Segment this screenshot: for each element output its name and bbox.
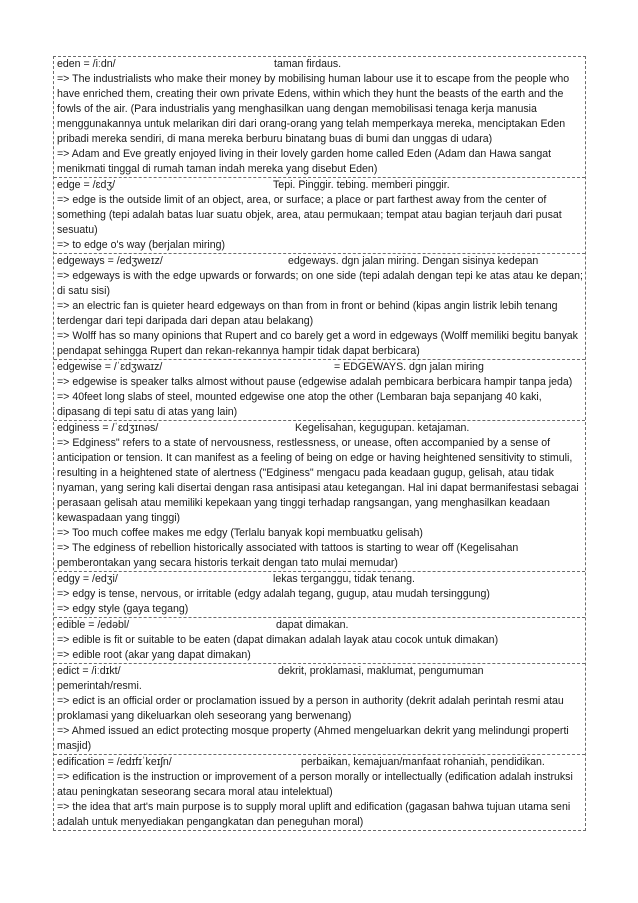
entry-header (57, 572, 583, 587)
entry-text: => Adam and Eve greatly enjoyed living in their lovely garden home called Eden (Adam dan Hawa sangat menikmati tinggal di rumah taman indah mereka yang disebut Eden) (57, 148, 552, 175)
entry-text: => to edge o's way (berjalan miring) (57, 239, 226, 251)
entry-text: => The industrialists who make their money by mobilising human labour use it to escape from the people who have enriched them, creating their own private Edens, within which they hunt the beasts of the earth and the fowls of the air. (Para industrialis yang menghasilkan uang dengan memobilisasi tenaga kerja manusia menggunakannya untuk melarikan diri dari orang-orang yang telah memperkaya mereka, menciptakan Eden pribadi mereka sendiri, di mana mereka berburu binatang buas di bumi dan unggas di udara) (57, 73, 570, 145)
entry-gloss: = EDGEWAYS. dgn jalan miring (334, 361, 484, 373)
entry-text: => edible is fit or suitable to be eaten (dapat dimakan adalah layak atau cocok untuk dimakan) (57, 634, 499, 646)
entry-term: eden = /iːdn/ (57, 58, 116, 70)
entry-gloss: lekas terganggu, tidak tenang. (273, 573, 415, 585)
entry-term: edible = /edəbl/ (57, 619, 130, 631)
entry-edict (54, 664, 585, 755)
entry-edible (54, 618, 585, 664)
entry-text: => Edginess" refers to a state of nervousness, restlessness, or unease, often accompanied by a sense of anticipation or tension. It can manifest as a feeling of being on edge or having heightened sensitivity to stimuli, resulting in a heightened state of alertness ("Edginess" mengacu pada keadaan gugup, gelisah, atau tidak nyaman, yang sering kali disertai dengan rasa antisipasi atau ketegangan. Hal ini dapat bermanifestasi sebagai perasaan gelisah atau memiliki kepekaan yang tinggi terhadap rangsangan, yang menghasilkan keadaan kewaspadaan yang tinggi) (57, 437, 579, 524)
entry-edgy (54, 572, 585, 618)
entry-header (57, 254, 583, 269)
entry-gloss: dekrit, proklamasi, maklumat, pengumuman (278, 665, 484, 677)
entry-text: => an electric fan is quieter heard edgeways on than from in front or behind (kipas angin listrik lebih tenang terdengar dari tepi daripada dari depan atau belakang) (57, 300, 558, 327)
entry-eden (54, 57, 585, 178)
entry-text: => edgy style (gaya tegang) (57, 603, 189, 615)
entry-edification (54, 755, 585, 830)
entry-text: => edgy is tense, nervous, or irritable (edgy adalah tegang, gugup, atau mudah tersinggung) (57, 588, 490, 600)
entry-edge (54, 178, 585, 254)
entry-term: edgeways = /edʒweɪz/ (57, 255, 163, 267)
entry-text: pemerintah/resmi. (57, 680, 142, 692)
entry-term: edification = /edɪfɪˈkeɪʃn/ (57, 756, 172, 768)
entry-gloss: Kegelisahan, kegugupan. ketajaman. (295, 422, 470, 434)
entry-header (57, 178, 583, 193)
entry-term: edge = /ɛdʒ/ (57, 179, 116, 191)
entry-text: => Too much coffee makes me edgy (Terlalu banyak kopi membuatku gelisah) (57, 527, 423, 539)
entry-header (57, 360, 583, 375)
entry-text: => Ahmed issued an edict protecting mosque property (Ahmed mengeluarkan dekrit yang melindungi properti masjid) (57, 725, 569, 752)
glossary-document (53, 56, 586, 831)
entry-edgewise (54, 360, 585, 421)
entry-term: edgewise = /ˈɛdʒwaɪz/ (57, 361, 163, 373)
entry-text: => Wolff has so many opinions that Rupert and co barely get a word in edgeways (Wolff memiliki begitu banyak pendapat sehingga Rupert dan rekan-rekannya hampir tidak dapat berbicara) (57, 330, 578, 357)
entry-header (57, 618, 583, 633)
entry-text: => edgewise is speaker talks almost without pause (edgewise adalah pembicara berbicara hampir tanpa jeda) (57, 376, 573, 388)
entry-text: => the idea that art's main purpose is to supply moral uplift and edification (gagasan bahwa tujuan utama seni adalah untuk menyediakan pengangkatan dan peneguhan moral) (57, 801, 571, 828)
entry-term: edict = /iːdɪkt/ (57, 665, 121, 677)
entry-text: => edgeways is with the edge upwards or forwards; on one side (tepi adalah dengan tepi ke atas atau ke depan; di satu sisi) (57, 270, 583, 297)
entry-term: edgy = /edʒi/ (57, 573, 118, 585)
entry-term: edginess = /ˈɛdʒɪnəs/ (57, 422, 159, 434)
entry-edgeways (54, 254, 585, 360)
entry-text: => edible root (akar yang dapat dimakan) (57, 649, 251, 661)
entry-edginess (54, 421, 585, 572)
entry-text: => edict is an official order or proclamation issued by a person in authority (dekrit adalah perintah resmi atau proklamasi yang dikeluarkan oleh seseorang yang berwenang) (57, 695, 564, 722)
entry-gloss: taman firdaus. (274, 58, 342, 70)
entry-gloss: perbaikan, kemajuan/manfaat rohaniah, pendidikan. (301, 756, 545, 768)
entry-header (57, 57, 583, 72)
entry-header (57, 421, 583, 436)
entry-gloss: dapat dimakan. (276, 619, 349, 631)
entry-text: => The edginess of rebellion historically associated with tattoos is starting to wear off (Kegelisahan pemberontakan yang secara historis terkait dengan tato mulai memudar) (57, 542, 519, 569)
entry-text: => 40feet long slabs of steel, mounted edgewise one atop the other (Lembaran baja sepanjang 40 kaki, dipasang di tepi satu di atas yang lain) (57, 391, 542, 418)
entry-text: => edification is the instruction or improvement of a person morally or intellectually (edification adalah instruksi atau peningkatan seseorang secara moral atau intelektual) (57, 771, 573, 798)
entry-gloss: Tepi. Pinggir. tebing. memberi pinggir. (273, 179, 450, 191)
entry-header (57, 664, 583, 679)
entry-header (57, 755, 583, 770)
entry-gloss: edgeways. dgn jalan miring. Dengan sisinya kedepan (288, 255, 539, 267)
entry-text: => edge is the outside limit of an object, area, or surface; a place or part farthest away from the center of something (tepi adalah batas luar suatu objek, area, atau permukaan; tempat atau bagian terjauh dari pusat sesuatu) (57, 194, 562, 236)
